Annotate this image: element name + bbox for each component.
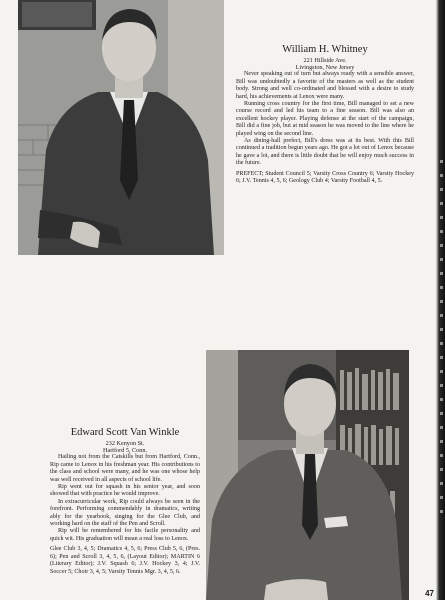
city-state: Hartford 5, Conn. <box>103 447 147 455</box>
street-address: 232 Kenyon St. <box>105 440 145 447</box>
bio-paragraph: Running cross country for the first time, Bill managed to set a new course record and led his team to a fine season. Bill was also an excellent hockey player. Playing defense at the start of the campaign, Bill did a fine job, but at mid season he was moved to the line where he played wing on the second line. <box>236 101 414 137</box>
bio-paragraph: Rip went out for squash in his senior year, and soon showed that with practice he would improve. <box>50 484 200 498</box>
city-state: Livingston, New Jersey <box>295 64 355 72</box>
portrait-whitney-image <box>18 0 224 255</box>
student-name: William H. Whitney <box>282 44 368 55</box>
bio-paragraph: Never speaking out of turn but always ready with a sensible answer, Bill was undoubtedly a favorite of the masters as well as the student body. Strong and well co-ordinated and blessed with a desire to study hard, his achievements at Lenox were many. <box>236 71 414 100</box>
portrait-photo-van-winkle <box>206 350 409 600</box>
activities-list: PREFECT; Student Council 5; Varsity Cross Country 6; Varsity Hockey 6; J.V. Tennis 4, 5, 6; Geology Club 4; Varsity Football 4, 5. <box>236 170 414 185</box>
bio-paragraph: In extracurricular work, Rip could always be seen in the forefront. Performing commendably in dramatics, writing ably for the yearbook, singing for the Glee Club, and working hard on the staff of the Pen and Scroll. <box>50 498 200 528</box>
student-name: Edward Scott Van Winkle <box>70 427 180 438</box>
portrait-van-winkle-image <box>206 350 409 600</box>
bio-paragraph: As dining-hall prefect, Bill's dress was at its best. With this Bill continued a tradition begun years ago. He got a lot out of Lenox because he gave a lot, and there is little doubt that he will enjoy much success in the future. <box>236 138 414 167</box>
bio-paragraph: Hailing not from the Catskills but from Hartford, Conn., Rip came to Lenox in his freshman year. His contributions to the class and school were many, and he was one whose help was well received in all aspects of school life. <box>50 454 200 483</box>
biography-whitney <box>236 44 414 186</box>
biography-van-winkle <box>50 427 200 576</box>
binding-pattern <box>440 160 443 520</box>
page-number: 47 <box>425 589 434 598</box>
portrait-photo-whitney <box>18 0 224 255</box>
street-address: 221 Hillside Ave. <box>303 57 347 64</box>
activities-list: Glee Club 3, 4, 5; Dramatics 4, 5, 6; Press Club 5, 6, (Pres. 6); Pen and Scroll 3, 4, 5, 6, (Layout Editor); MARTIN 6 (Literary Editor); J.V. Squash 6; J.V. Hockey 3, 4; J.V. Soccer 5; Choir 3, 4, 5; Varsity Tennis Mgr. 3, 4, 5, 6. <box>50 546 200 575</box>
bio-paragraph: Rip will be remembered for his facile personality and quick wit. His graduation will mean a real loss to Lenox. <box>50 528 200 542</box>
